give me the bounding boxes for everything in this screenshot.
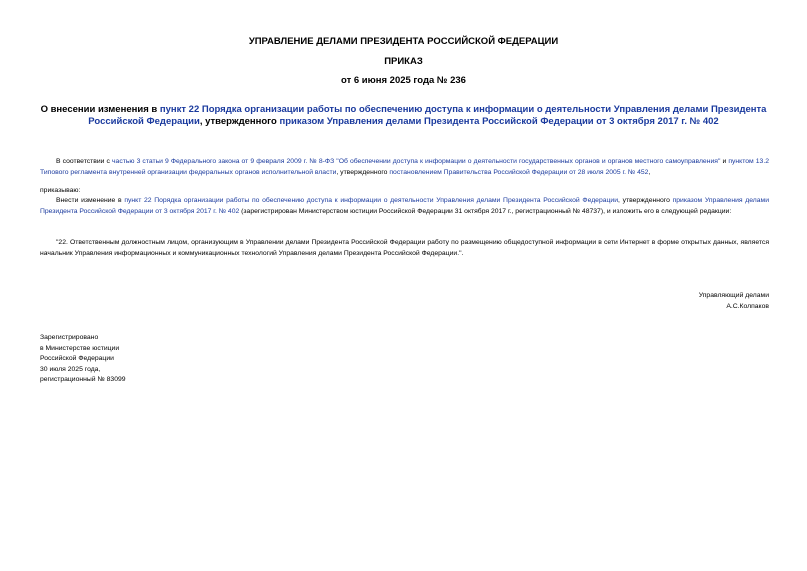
order-word: приказываю:: [40, 187, 81, 194]
registration-line: в Министерстве юстиции: [40, 344, 120, 352]
preamble-link-resolution-452[interactable]: постановлением Правительства Российской Федерации от 28 июля 2005 г. № 452: [389, 168, 649, 176]
preamble-text-1: В соответствии с: [56, 158, 113, 165]
preamble-text-3: , утвержденного: [336, 168, 390, 176]
registration-line: Российской Федерации: [40, 355, 114, 362]
registration-block: [40, 333, 126, 386]
amendment-text-3: (зарегистрирован Министерством юстиции Российской Федерации 31 октября 2017 г., регистрационный № 48737), и изложить его в следующей редакции:: [239, 207, 732, 215]
amendment-paragraph: [40, 196, 769, 217]
preamble-text-4: ,: [648, 168, 651, 176]
amendment-link-point-22[interactable]: пункт 22 Порядка организации работы по обеспечению доступа к информации о деятельности Управления делами Президента Российской Федерации: [124, 197, 618, 204]
registration-line: Зарегистрировано: [40, 334, 99, 341]
title-text-2: , утвержденного: [199, 116, 280, 127]
signature-block: [699, 291, 769, 312]
new-wording-quote: "22. Ответственным должностным лицом, организующим в Управлении делами Президента Российской Федерации работу по размещению общедоступной информации в сети Интернет в форме открытых данных, является начальник Управления информационных и коммуникационных технологий Управления делами Президента Российской Федерации.".: [40, 239, 769, 257]
signatory-position: Управляющий делами: [698, 292, 769, 299]
registration-date: 30 июля 2025 года,: [40, 365, 101, 373]
preamble-link-regulation-13-2[interactable]: пунктом 13.2 Типового регламента внутренней организации федеральных органов исполнительной власти: [40, 158, 770, 176]
signatory-name: А.С.Колпаков: [726, 302, 769, 310]
date-number-heading: от 6 июня 2025 года № 236: [341, 75, 466, 86]
amendment-text-1: Внести изменение в: [56, 197, 125, 204]
registration-number: регистрационный № 83099: [40, 376, 126, 383]
preamble-paragraph: [40, 157, 769, 178]
preamble-link-law-8fz[interactable]: частью 3 статьи 9 Федерального закона от 9 февраля 2009 г. № 8-ФЗ "Об обеспечении доступа к информации о деятельности государственных органов и органов местного самоуправления": [112, 158, 721, 165]
amendment-link-order-402[interactable]: приказом Управления делами Президента Российской Федерации от 3 октября 2017 г. № 402: [40, 197, 769, 215]
preamble-text-2: и: [720, 158, 729, 165]
document-title: [40, 104, 767, 128]
title-link-point-22[interactable]: пункт 22 Порядка организации работы по обеспечению доступа к информации о деятельности Управления делами Президента Российской Федерации: [88, 104, 767, 127]
title-link-order-402[interactable]: приказом Управления делами Президента Российской Федерации от 3 октября 2017 г. № 402: [279, 116, 719, 127]
doc-type-heading: ПРИКАЗ: [384, 56, 423, 67]
agency-heading: УПРАВЛЕНИЕ ДЕЛАМИ ПРЕЗИДЕНТА РОССИЙСКОЙ ФЕДЕРАЦИИ: [248, 36, 559, 47]
amendment-text-2: , утвержденного: [618, 197, 673, 204]
title-text-1: О внесении изменения в: [40, 104, 160, 115]
